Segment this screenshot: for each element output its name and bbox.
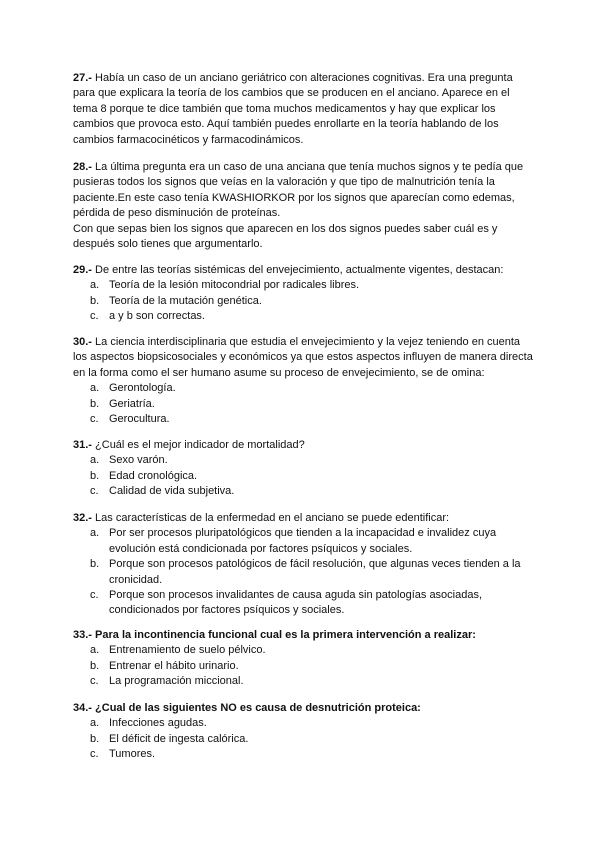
question-text <box>73 71 533 148</box>
option-a: a. Entrenamiento de suelo pélvico. <box>90 644 266 657</box>
question-text <box>73 701 533 716</box>
question-31 <box>73 438 533 500</box>
question-number: 32.- <box>73 512 92 524</box>
options-list <box>73 526 533 618</box>
option-a: a. Sexo varón. <box>90 454 168 467</box>
option-b: b. Teoría de la mutación genética. <box>90 294 262 307</box>
question-text <box>73 628 533 643</box>
question-number: 34.- <box>73 702 92 714</box>
question-34 <box>73 701 533 763</box>
option-a: a. Por ser procesos pluripatológicos que tienden a la incapacidad e invalidez cuya evolución está condicionada por factores psíquicos y sociales. <box>90 527 497 555</box>
options-list <box>73 278 533 324</box>
question-extra: Con que sepas bien los signos que aparecen en los dos signos puedes saber cuál es y después solo tienes que argumentarlo. <box>73 222 498 251</box>
question-body: ¿Cuál es el mejor indicador de mortalidad? <box>95 439 305 451</box>
question-text <box>73 511 533 526</box>
option-b: b. Edad cronológica. <box>90 469 198 482</box>
question-text <box>73 438 533 453</box>
question-30 <box>73 335 533 427</box>
question-text <box>73 335 533 381</box>
question-32 <box>73 511 533 619</box>
options-list <box>73 381 533 427</box>
option-b: b. El déficit de ingesta calórica. <box>90 732 249 745</box>
question-body: Para la incontinencia funcional cual es la primera intervención a realizar: <box>95 629 476 641</box>
question-number: 33.- <box>73 629 92 641</box>
option-c: c. La programación miccional. <box>90 675 244 688</box>
question-number: 30.- <box>73 336 92 348</box>
question-number: 28.- <box>73 161 92 173</box>
options-list <box>73 716 533 762</box>
option-a: a. Infecciones agudas. <box>90 717 207 730</box>
options-list <box>73 643 533 689</box>
question-number: 31.- <box>73 439 92 451</box>
question-27 <box>73 71 533 148</box>
question-29 <box>73 263 533 325</box>
question-body: La última pregunta era un caso de una anciana que tenía muchos signos y te pedía que pusieras todos los signos que veías en la valoración y que tipo de malnutrición tenía la paciente.En este caso tenía KWASHIORKOR por los signos que aparecían como edemas, pérdida de peso disminución de proteínas. <box>73 161 524 220</box>
option-c: c. Gerocultura. <box>90 413 170 426</box>
option-c: c. a y b son correctas. <box>90 310 205 323</box>
option-c: c. Calidad de vida subjetiva. <box>90 485 235 498</box>
question-text <box>73 160 533 222</box>
option-c: c. Tumores. <box>90 748 156 761</box>
option-c: c. Porque son procesos invalidantes de causa aguda sin patologías asociadas, condicionados por factores psíquicos y sociales. <box>90 589 483 617</box>
options-list <box>73 453 533 499</box>
question-body: Había un caso de un anciano geriátrico con alteraciones cognitivas. Era una pregunta para que explicara la teoría de los cambios que se producen en el anciano. Aparece en el tema 8 porque te dice también que toma muchos medicamentos y hay que explicar los cambios que provoca esto. Aquí también puedes enrollarte en la teoría hablando de los cambios farmacocinéticos y farmacodinámicos. <box>73 72 513 146</box>
question-body: La ciencia interdisciplinaria que estudia el envejecimiento y la vejez teniendo en cuenta los aspectos biopsicosociales y económicos ya que estos aspectos influyen de manera directa en la forma como el ser humano asume su proceso de envejecimiento, se de omina: <box>73 336 533 379</box>
question-body: Las características de la enfermedad en el anciano se puede edentificar: <box>95 512 450 524</box>
question-33 <box>73 628 533 690</box>
option-b: b. Entrenar el hábito urinario. <box>90 659 239 672</box>
question-number: 27.- <box>73 72 92 84</box>
option-a: a. Gerontología. <box>90 382 176 395</box>
question-28 <box>73 160 533 252</box>
option-a: a. Teoría de la lesión mitocondrial por radicales libres. <box>90 279 360 292</box>
option-b: b. Porque son procesos patológicos de fácil resolución, que algunas veces tienden a la cronicidad. <box>90 558 521 586</box>
option-b: b. Geriatría. <box>90 397 155 410</box>
question-text <box>73 263 533 278</box>
question-number: 29.- <box>73 264 92 276</box>
question-body: ¿Cual de las siguientes NO es causa de desnutrición proteica: <box>95 702 421 714</box>
question-body: De entre las teorías sistémicas del envejecimiento, actualmente vigentes, destacan: <box>95 264 504 276</box>
